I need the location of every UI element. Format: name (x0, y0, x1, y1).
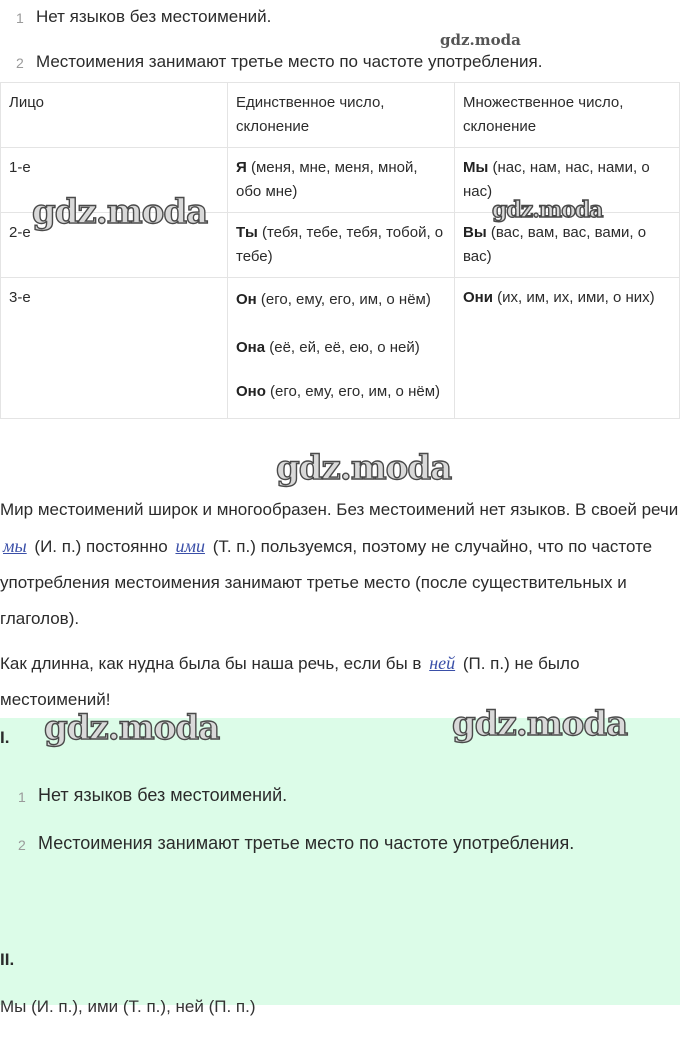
watermark: gdz.moda (452, 704, 628, 744)
table-cell-plural (455, 278, 680, 419)
text-paragraph (0, 492, 680, 637)
handwritten-pronoun: ими (175, 536, 205, 556)
list-item-text: Нет языков без местоимений. (36, 7, 272, 26)
paragraph-text: Как длинна, как нудна была бы наша речь, если бы в (0, 654, 422, 673)
table-cell-person: 1-е (1, 148, 228, 213)
pronoun-forms: (их, им, их, ими, о них) (492, 289, 655, 306)
pronoun-entry (236, 330, 446, 366)
table-cell-plural (455, 213, 680, 278)
pronoun-word: Они (463, 289, 493, 306)
table-row (1, 278, 680, 419)
table-cell-person: 2-е (1, 213, 228, 278)
watermark: gdz.moda (492, 197, 603, 223)
table-header-cell: Лицо (1, 83, 228, 148)
handwritten-pronoun: ней (429, 653, 456, 673)
list-number: 2 (18, 837, 26, 853)
list-number: 1 (16, 10, 24, 26)
paragraph-text: (П. п.) не было местоимений! (0, 654, 580, 709)
pronoun-entry (236, 282, 446, 318)
paragraph-text: (Т. п.) пользуемся, поэтому не случайно, что по частоте употребления местоимения занимают третье место (после существительных и глаголов). (0, 537, 653, 628)
list-item (0, 51, 680, 73)
pronoun-word: Вы (463, 224, 487, 241)
section-heading: I. (0, 728, 10, 747)
paragraph-text: Мир местоимений широк и многообразен. Без местоимений нет языков. В своей речи (0, 500, 679, 519)
table-header-cell: Множественное число, склонение (455, 83, 680, 148)
table-header-row (1, 83, 680, 148)
paragraph-text: (И. п.) постоянно (34, 537, 168, 556)
pronoun-declension-table (0, 82, 680, 419)
table-cell-singular (228, 213, 455, 278)
list-number: 2 (16, 55, 24, 71)
table-header-cell: Единственное число, склонение (228, 83, 455, 148)
text-paragraph (0, 645, 680, 718)
pronoun-entry (236, 374, 446, 410)
table-row (1, 148, 680, 213)
pronoun-forms: (его, ему, его, им, о нём) (265, 383, 441, 400)
watermark: gdz.moda (44, 708, 220, 748)
pronoun-word: Он (236, 291, 257, 308)
pronoun-forms: (нас, нам, нас, нами, о нас) (463, 159, 650, 200)
pronoun-forms: (меня, мне, меня, мной, обо мне) (236, 159, 418, 200)
table-cell-singular (228, 148, 455, 213)
list-number: 1 (18, 789, 26, 805)
list-item-text: Нет языков без местоимений. (38, 785, 288, 805)
list-item (0, 6, 680, 28)
handwritten-pronoun: мы (3, 536, 27, 556)
cut-off-answer-text: Мы (И. п.), ими (Т. п.), ней (П. п.) (0, 997, 256, 1016)
table-cell-singular (228, 278, 455, 419)
list-item-text: Местоимения занимают третье место по частоте употребления. (36, 52, 543, 71)
table-row (1, 213, 680, 278)
table-cell-person: 3-е (1, 278, 228, 419)
watermark: gdz.moda (440, 31, 521, 49)
pronoun-word: Я (236, 159, 247, 176)
table-cell-plural (455, 148, 680, 213)
watermark: gdz.moda (32, 192, 208, 232)
pronoun-forms: (её, ей, её, ею, о ней) (265, 339, 420, 356)
pronoun-forms: (вас, вам, вас, вами, о вас) (463, 224, 647, 265)
pronoun-word: Оно (236, 383, 266, 400)
pronoun-word: Ты (236, 224, 258, 241)
pronoun-forms: (его, ему, его, им, о нём) (256, 291, 431, 308)
list-item (0, 832, 680, 856)
list-item-text: Местоимения занимают третье место по частоте употребления. (38, 833, 575, 853)
watermark: gdz.moda (276, 448, 452, 488)
pronoun-word: Она (236, 339, 266, 356)
pronoun-forms: (тебя, тебе, тебя, тобой, о тебе) (236, 224, 444, 265)
list-item (0, 784, 680, 808)
pronoun-word: Мы (463, 159, 489, 176)
section-heading: II. (0, 950, 15, 969)
answer-ordered-list (0, 784, 680, 880)
